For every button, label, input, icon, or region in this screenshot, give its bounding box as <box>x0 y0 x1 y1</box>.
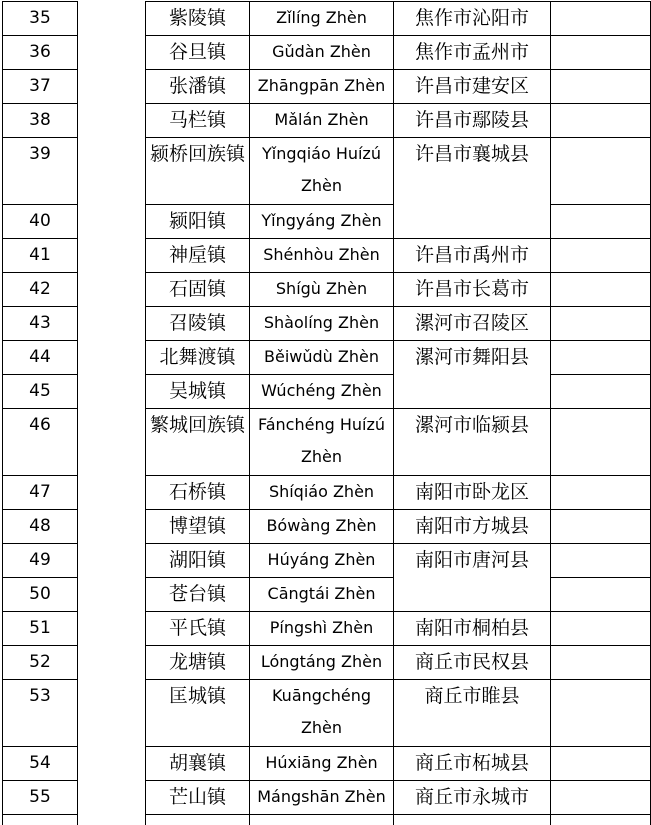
blank-cell <box>551 510 651 544</box>
town-name: 紫陵镇 <box>146 2 250 36</box>
town-pinyin: Shénhòu Zhèn <box>250 239 394 273</box>
town-pinyin: Húxiāng Zhèn <box>250 747 394 781</box>
town-location: 南阳市卧龙区 <box>394 476 551 510</box>
town-name: 龙塘镇 <box>146 646 250 680</box>
blank-cell <box>551 781 651 815</box>
blank-cell <box>551 612 651 646</box>
row-number: 36 <box>3 36 78 70</box>
row-number: 46 <box>3 409 78 476</box>
row-number <box>3 815 78 825</box>
row-number: 54 <box>3 747 78 781</box>
town-pinyin: Gǔdàn Zhèn <box>250 36 394 70</box>
town-name: 张潘镇 <box>146 70 250 104</box>
blank-cell <box>551 341 651 375</box>
town-name: 芒山镇 <box>146 781 250 815</box>
town-name: 博望镇 <box>146 510 250 544</box>
blank-cell <box>551 138 651 205</box>
row-number: 39 <box>3 138 78 205</box>
row-number: 41 <box>3 239 78 273</box>
town-pinyin: Zhāngpān Zhèn <box>250 70 394 104</box>
row-number: 38 <box>3 104 78 138</box>
blank-cell <box>551 307 651 341</box>
row-number: 53 <box>3 680 78 747</box>
town-location: 漯河市召陵区 <box>394 307 551 341</box>
town-pinyin: Wúchéng Zhèn <box>250 375 394 409</box>
row-number: 43 <box>3 307 78 341</box>
town-name: 颍桥回族镇 <box>146 138 250 205</box>
town-location: 漯河市临颍县 <box>394 409 551 476</box>
town-name: 吴城镇 <box>146 375 250 409</box>
row-number: 42 <box>3 273 78 307</box>
town-name: 胡襄镇 <box>146 747 250 781</box>
town-location: 漯河市舞阳县 <box>394 341 551 409</box>
town-pinyin: Yǐngyáng Zhèn <box>250 205 394 239</box>
town-location: 焦作市沁阳市 <box>394 2 551 36</box>
blank-cell <box>551 544 651 578</box>
town-location <box>394 815 551 825</box>
town-pinyin: Mǎlán Zhèn <box>250 104 394 138</box>
blank-cell <box>551 409 651 476</box>
town-location: 焦作市孟州市 <box>394 36 551 70</box>
town-location: 南阳市方城县 <box>394 510 551 544</box>
town-name: 苍台镇 <box>146 578 250 612</box>
blank-column <box>78 2 146 825</box>
town-pinyin: Mángshān Zhèn <box>250 781 394 815</box>
town-pinyin <box>250 815 394 825</box>
town-pinyin: Shàolíng Zhèn <box>250 307 394 341</box>
town-pinyin: Běiwǔdù Zhèn <box>250 341 394 375</box>
row-number: 48 <box>3 510 78 544</box>
blank-cell <box>551 476 651 510</box>
row-number: 47 <box>3 476 78 510</box>
town-name: 平氏镇 <box>146 612 250 646</box>
row-number: 50 <box>3 578 78 612</box>
town-pinyin: Píngshì Zhèn <box>250 612 394 646</box>
town-name <box>146 815 250 825</box>
blank-cell <box>551 375 651 409</box>
town-location: 商丘市睢县 <box>394 680 551 747</box>
blank-cell <box>551 239 651 273</box>
town-pinyin: Húyáng Zhèn <box>250 544 394 578</box>
town-location: 南阳市桐柏县 <box>394 612 551 646</box>
town-location: 许昌市鄢陵县 <box>394 104 551 138</box>
town-name: 召陵镇 <box>146 307 250 341</box>
town-pinyin: Shíqiáo Zhèn <box>250 476 394 510</box>
town-pinyin: Zǐlíng Zhèn <box>250 2 394 36</box>
town-pinyin: Yǐngqiáo Huízú Zhèn <box>250 138 394 205</box>
town-location: 许昌市长葛市 <box>394 273 551 307</box>
town-name: 石固镇 <box>146 273 250 307</box>
town-table <box>2 1 651 825</box>
blank-cell <box>551 680 651 747</box>
row-number: 49 <box>3 544 78 578</box>
town-name: 繁城回族镇 <box>146 409 250 476</box>
town-pinyin: Lóngtáng Zhèn <box>250 646 394 680</box>
town-pinyin: Shígù Zhèn <box>250 273 394 307</box>
table-row <box>3 2 651 36</box>
town-location: 南阳市唐河县 <box>394 544 551 612</box>
blank-cell <box>551 205 651 239</box>
blank-cell <box>551 36 651 70</box>
town-location: 商丘市柘城县 <box>394 747 551 781</box>
blank-cell <box>551 273 651 307</box>
town-name: 北舞渡镇 <box>146 341 250 375</box>
row-number: 35 <box>3 2 78 36</box>
town-name: 马栏镇 <box>146 104 250 138</box>
blank-cell <box>551 2 651 36</box>
blank-cell <box>551 104 651 138</box>
town-location: 商丘市永城市 <box>394 781 551 815</box>
town-pinyin: Kuāngchéng Zhèn <box>250 680 394 747</box>
row-number: 52 <box>3 646 78 680</box>
town-location: 许昌市禹州市 <box>394 239 551 273</box>
town-name: 石桥镇 <box>146 476 250 510</box>
town-name: 湖阳镇 <box>146 544 250 578</box>
row-number: 55 <box>3 781 78 815</box>
town-pinyin: Bówàng Zhèn <box>250 510 394 544</box>
row-number: 37 <box>3 70 78 104</box>
blank-cell <box>551 70 651 104</box>
town-location: 许昌市襄城县 <box>394 138 551 239</box>
row-number: 45 <box>3 375 78 409</box>
blank-cell <box>551 646 651 680</box>
row-number: 51 <box>3 612 78 646</box>
town-name: 神垕镇 <box>146 239 250 273</box>
town-location: 商丘市民权县 <box>394 646 551 680</box>
blank-cell <box>551 578 651 612</box>
row-number: 40 <box>3 205 78 239</box>
town-name: 匡城镇 <box>146 680 250 747</box>
town-location: 许昌市建安区 <box>394 70 551 104</box>
blank-cell <box>551 815 651 825</box>
town-name: 谷旦镇 <box>146 36 250 70</box>
blank-cell <box>551 747 651 781</box>
town-name: 颍阳镇 <box>146 205 250 239</box>
town-pinyin: Cāngtái Zhèn <box>250 578 394 612</box>
town-pinyin: Fánchéng Huízú Zhèn <box>250 409 394 476</box>
row-number: 44 <box>3 341 78 375</box>
